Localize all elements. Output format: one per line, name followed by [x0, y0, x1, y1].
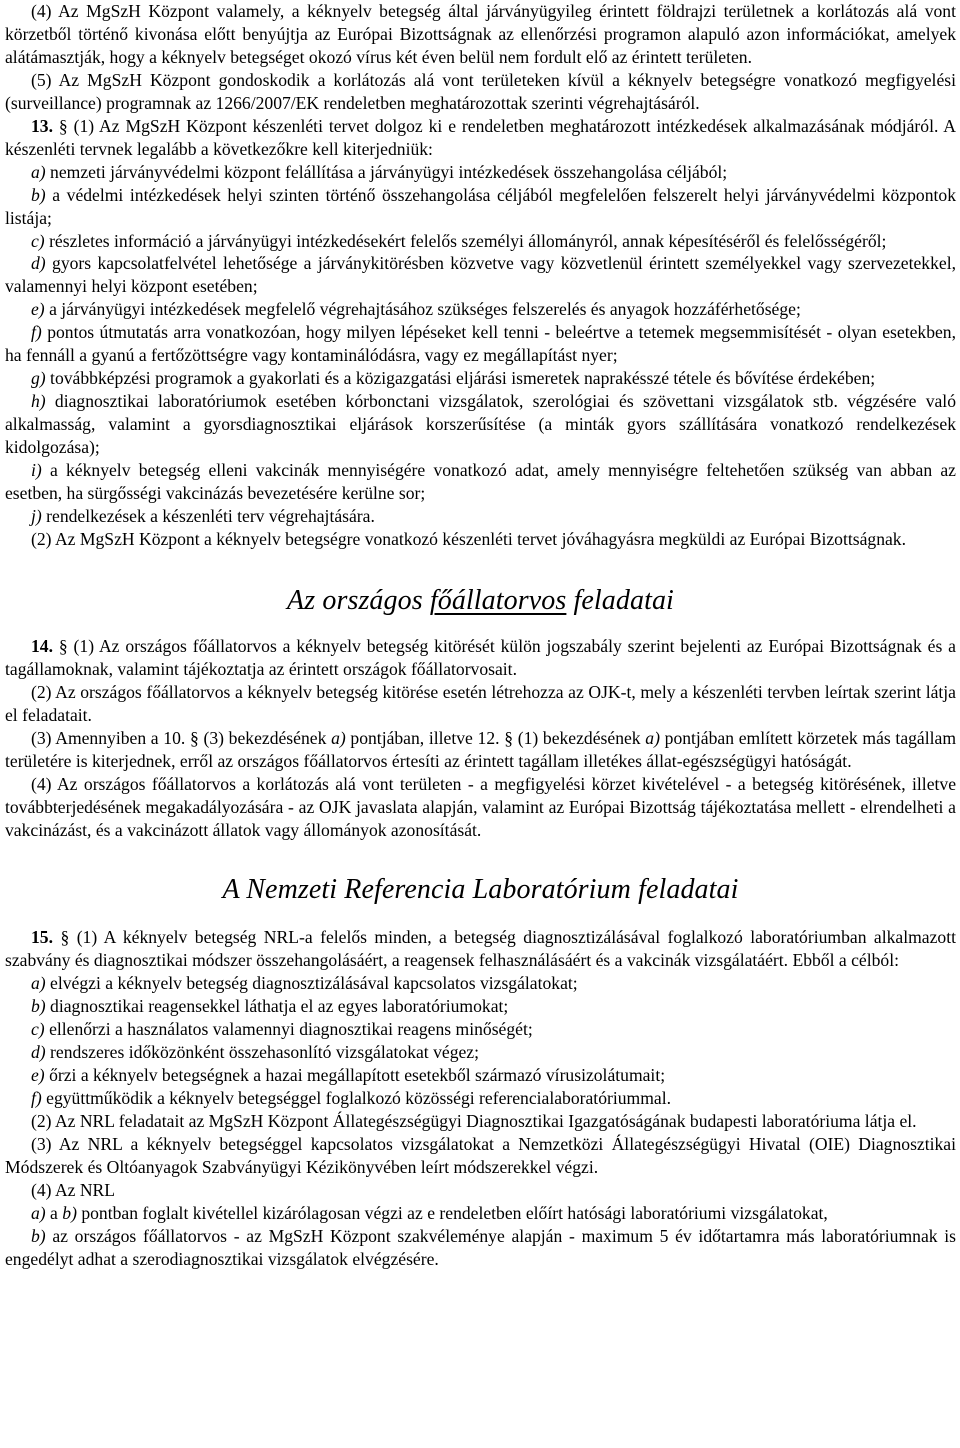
section-heading-text: A Nemzeti Referencia Laboratórium feladatai	[222, 874, 739, 906]
enumerator-label: c)	[31, 230, 45, 251]
enumerator-label: d)	[31, 253, 46, 274]
paragraph-text: rendelkezések a készenléti terv végrehajtására.	[41, 505, 375, 526]
paragraph	[5, 230, 956, 253]
paragraph-text: § (1) Az országos főállatorvos a kéknyelv betegség kitörését külön jogszabály szerint bejelenti az Európai Bizottságnak és a tagállamoknak, valamint tájékoztatja az érintett országok főállatorvosait.	[5, 635, 956, 679]
paragraph-text: nemzeti járványvédelmi központ felállítása a járványügyi intézkedések összehangolása céljából;	[45, 161, 728, 182]
paragraph	[5, 635, 956, 681]
paragraph-text: pontos útmutatás arra vonatkozóan, hogy milyen lépéseket kell tenni - beleértve a tetemek megsemmisítését - olyan esetekben, ha fennáll a gyanú a fertőzöttségre vagy kontaminálódásra, vagy ez megállapítást nyer;	[5, 322, 956, 366]
paragraph	[5, 115, 956, 161]
paragraph	[5, 773, 956, 842]
enumerator-label: j)	[31, 505, 42, 526]
paragraph	[5, 252, 956, 298]
paragraph	[5, 367, 956, 390]
paragraph	[5, 1087, 956, 1110]
paragraph	[5, 1041, 956, 1064]
paragraph-text: pontjában, illetve 12. § (1) bekezdésének	[345, 727, 646, 748]
paragraph-text: (3) Amennyiben a 10. § (3) bekezdésének	[31, 727, 332, 748]
enumerator-label: a)	[31, 973, 46, 994]
paragraph-text: elvégzi a kéknyelv betegség diagnosztizálásával kapcsolatos vizsgálatokat;	[45, 973, 578, 994]
enumerator-label: b)	[62, 1202, 77, 1223]
enumerator-label: f)	[31, 322, 42, 343]
paragraph-text: § (1) A kéknyelv betegség NRL-a felelős minden, a betegség diagnosztizálásával foglalkozó laboratóriumban alkalmazott szabvány és diagnosztikai módszer összehangolásáért, a reagensek felhasználásáért és a vakcinák vizsgálatáért. Ebből a célból:	[5, 927, 956, 971]
paragraph-text: (5) Az MgSzH Központ gondoskodik a korlátozás alá vont területeken kívül a kéknyelv betegségre vonatkozó megfigyelési (surveillance) programnak az 1266/2007/EK rendeletben meghatározottak szerinti végrehajtásáról.	[5, 69, 956, 113]
paragraph	[5, 681, 956, 727]
section-heading	[5, 586, 956, 616]
enumerator-label: e)	[31, 299, 45, 320]
paragraph-text: továbbképzési programok a gyakorlati és a közigazgatási eljárási ismeretek naprakésszé tétele és bővítése érdekében;	[45, 368, 876, 389]
enumerator-label: d)	[31, 1042, 46, 1063]
paragraph-text: pontjában említett körzetek más tagállam területére is kiterjednek, erről az országos főállatorvos értesíti az érintett tagállam illetékes állat-egészségügyi hatóságát.	[5, 727, 957, 771]
paragraph-text: ellenőrzi a használatos valamennyi diagnosztikai reagens minőségét;	[44, 1019, 533, 1040]
enumerator-label: b)	[31, 996, 46, 1017]
paragraph	[5, 1202, 956, 1225]
section-heading	[5, 875, 956, 905]
paragraph-text: (2) Az NRL feladatait az MgSzH Központ Állategészségügyi Diagnosztikai Igazgatóságának budapesti laboratóriuma látja el.	[31, 1111, 917, 1132]
paragraph-text: a	[45, 1202, 63, 1223]
enumerator-label: i)	[31, 460, 42, 481]
paragraph-text: pontban foglalt kivétellel kizárólagosan végzi az e rendeletben előírt hatósági laboratóriumi vizsgálatokat,	[76, 1202, 828, 1223]
paragraph	[5, 161, 956, 184]
paragraph-text: (3) Az NRL a kéknyelv betegséggel kapcsolatos vizsgálatokat a Nemzetközi Állategészségügyi Hivatal (OIE) Diagnosztikai Módszerek és Oltóanyagok Szabványügyi Kézikönyvében leírt módszerekkel végzi.	[5, 1134, 956, 1177]
paragraph-text: rendszeres időközönként összehasonlító vizsgálatokat végez;	[45, 1042, 480, 1063]
paragraph	[5, 1179, 956, 1202]
paragraph	[5, 184, 956, 230]
section-heading-underlined-word: főállatorvos	[429, 584, 567, 616]
enumerator-label: a)	[31, 161, 46, 182]
enumerator-label: b)	[31, 184, 46, 205]
paragraph-text: részletes információ a járványügyi intézkedésekért felelős személyi állományról, annak képesítéséről és felelősségéről;	[44, 230, 887, 251]
paragraph	[5, 505, 956, 528]
section-heading-text: feladatai	[566, 584, 674, 616]
paragraph-text: együttműködik a kéknyelv betegséggel foglalkozó közösségi referencialaboratóriummal.	[41, 1088, 672, 1109]
enumerator-label: h)	[31, 391, 46, 412]
paragraph-text: a védelmi intézkedések helyi szinten történő összehangolása céljából megfelelően felszerelt helyi járványvédelmi központok listája;	[5, 184, 956, 228]
paragraph-text: (2) Az MgSzH Központ a kéknyelv betegségre vonatkozó készenléti tervet jóváhagyásra megküldi az Európai Bizottságnak.	[31, 528, 907, 549]
paragraph	[5, 390, 956, 459]
paragraph	[5, 528, 956, 551]
paragraph	[5, 926, 956, 972]
enumerator-label: b)	[31, 1225, 46, 1246]
enumerator-label: g)	[31, 368, 46, 389]
paragraph-text: a járványügyi intézkedések megfelelő végrehajtásához szükséges felszerelés és anyagok hozzáférhetősége;	[44, 299, 801, 320]
paragraph	[5, 1110, 956, 1133]
paragraph	[5, 0, 956, 69]
paragraph-text: a kéknyelv betegség elleni vakcinák mennyiségére vonatkozó adat, amely mennyiségre feltehetően szükség van abban az esetben, ha sürgősségi vakcinázás bevezetésére kerülne sor;	[5, 460, 956, 504]
enumerator-label: a)	[31, 1202, 46, 1223]
paragraph-text: (4) Az országos főállatorvos a korlátozás alá vont területen - a megfigyelési körzet kivételével - a betegség kitörésének, illetve továbbterjedésének megakadályozására - az OJK javaslata alapján, valamint az Európai Bizottság tájékoztatása mellett - elrendelheti a vakcinázást, és a vakcinázott állatok vagy állományok azonosítását.	[5, 773, 956, 840]
paragraph	[5, 459, 956, 505]
section-heading-text: Az országos	[287, 584, 430, 616]
paragraph-text: (4) Az NRL	[31, 1179, 116, 1200]
enumerator-label: a)	[645, 727, 660, 748]
enumerator-label: c)	[31, 1019, 45, 1040]
paragraph	[5, 321, 956, 367]
paragraph	[5, 972, 956, 995]
paragraph-text: § (1) Az MgSzH Központ készenléti tervet dolgoz ki e rendeletben meghatározott intézkedések alkalmazásának módjáról. A készenléti tervnek legalább a következőkre kell kiterjedniük:	[5, 115, 956, 159]
paragraph	[5, 1225, 956, 1271]
paragraph	[5, 1018, 956, 1041]
section-number: 15.	[31, 927, 53, 948]
paragraph-text: diagnosztikai laboratóriumok esetében kórbonctani vizsgálatok, szerológiai és szövettani vizsgálatok stb. végzésére való alkalmasság, valamint a gyorsdiagnosztikai eljárások korszerűsítése (a minták gyors szállítására vonatkozó rendelkezések kidolgozása);	[5, 391, 956, 458]
paragraph-text: őrzi a kéknyelv betegségnek a hazai megállapított esetekből származó vírusizolátumait;	[44, 1065, 666, 1086]
paragraph-text: (4) Az MgSzH Központ valamely, a kéknyelv betegség által járványügyileg érintett földrajzi területnek a korlátozás alá vont körzetből történő kivonása előtt benyújtja az Európai Bizottságnak az ellenőrzési programon alapuló azon információkat, amelyek alátámasztják, hogy a kéknyelv betegséget okozó vírus két éven belül nem fordult elő az érintett területen.	[5, 1, 956, 67]
paragraph-text: gyors kapcsolatfelvétel lehetősége a járványkitörésben közvetve vagy közvetlenül érintett személyekkel vagy szervezetekkel, valamennyi helyi központ esetében;	[5, 253, 956, 297]
paragraph	[5, 995, 956, 1018]
paragraph	[5, 1133, 956, 1179]
paragraph-text: diagnosztikai reagensekkel láthatja el az egyes laboratóriumokat;	[45, 996, 509, 1017]
paragraph	[5, 1064, 956, 1087]
section-number: 14.	[31, 635, 53, 656]
paragraph-text: az országos főállatorvos - az MgSzH Központ szakvéleménye alapján - maximum 5 év időtartamra más laboratóriumnak is engedélyt adhat a szerodiagnosztikai vizsgálatok elvégzésére.	[5, 1225, 956, 1269]
enumerator-label: e)	[31, 1065, 45, 1086]
enumerator-label: a)	[331, 727, 346, 748]
section-number: 13.	[31, 115, 53, 136]
paragraph	[5, 298, 956, 321]
paragraph	[5, 69, 956, 115]
paragraph-text: (2) Az országos főállatorvos a kéknyelv betegség kitörése esetén létrehozza az OJK-t, mely a készenléti tervben leírtak szerint látja el feladatait.	[5, 681, 956, 725]
paragraph	[5, 727, 956, 773]
enumerator-label: f)	[31, 1088, 42, 1109]
